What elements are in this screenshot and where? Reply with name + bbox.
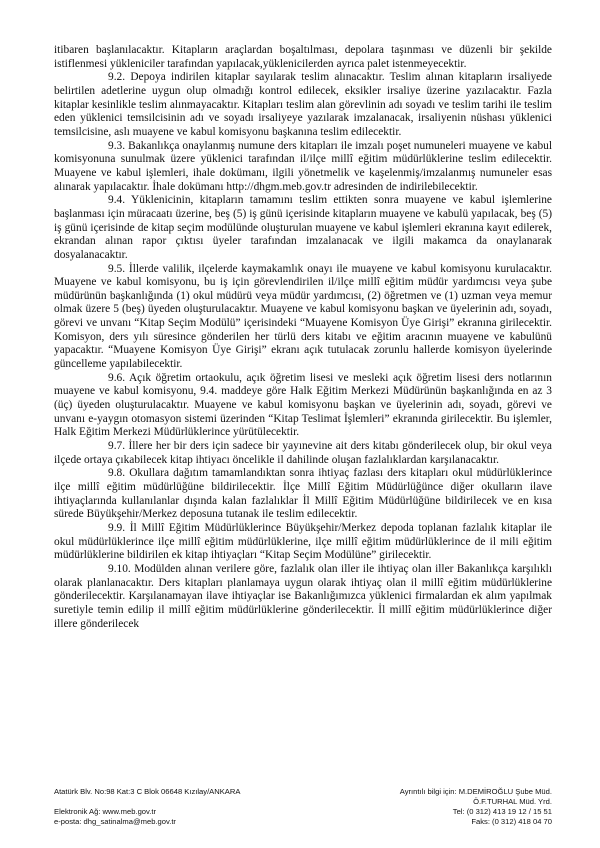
paragraph-9-9: 9.9. İl Millî Eğitim Müdürlüklerince Büyükşehir/Merkez depoda toplanan fazlalık kitaplar ile okul müdürlüklerince ilçe millî eğitim müdürlüklerine, ilçe millî eğitim müdürlüklerince de il mili eğitim müdürlüklerine bildirilen ek kitap ihtiyaçları “Kitap Seçim Modülüne” girilecektir. bbox=[54, 521, 552, 562]
paragraph-9-5: 9.5. İllerde valilik, ilçelerde kaymakamlık onayı ile muayene ve kabul komisyonu kurulacaktır. Muayene ve kabul komisyonu, bu iş için görevlendirilen il/ilçe millî eğitim müdür yardımcısı veya şube müdürünün başkanlığında (1) okul müdürü veya müdür yardımcısı, (2) öğretmen ve (1) uzman veya memur olmak üzere 5 (beş) üyeden oluşturulacaktır. Muayene ve kabul komisyonu başkan ve üyelerinin adı, soyadı, görevi ve unvanı “Kitap Seçim Modülü” içerisindeki “Muayene Komisyon Üye Girişi” ekranına girilecektir. Komisyon, ders yılı süresince gönderilen her türlü ders kitabı ve eğitim aracının muayene ve kabulünü yapacaktır. “Muayene Komisyon Üye Girişi” ekranı açık tutulacak zorunlu hallerde komisyon üyelerinde güncelleme yapılabilecektir. bbox=[54, 262, 552, 371]
document-body bbox=[54, 44, 552, 631]
footer-web: Elektronik Ağ: www.meb.gov.tr bbox=[54, 807, 156, 816]
paragraph-9-2: 9.2. Depoya indirilen kitaplar sayılarak teslim alınacaktır. Teslim alınan kitapların irsaliyede belirtilen adetlerine uygun olup olmadığı kontrol edilecek, eksikler irsaliye üzerine yazılacaktır. Fazla kitaplar kesinlikle teslim alınmayacaktır. Kitapları teslim alan görevlinin adı soyadı ve teslim tarihi ile teslim eden yüklenici temsilcisinin adı ve soyadı irsaliyeye yazılarak imzalanacak, irsaliyenin nüshası yüklenici temsilcisine, aslı muayene ve kabul komisyonu başkanına teslim edilecektir. bbox=[54, 71, 552, 138]
footer-contact-line1: Ayrıntılı bilgi için: M.DEMİROĞLU Şube Müd. bbox=[399, 787, 552, 796]
paragraph-9-3: 9.3. Bakanlıkça onaylanmış numune ders kitapları ile imzalı poşet numuneleri muayene ve kabul komisyonuna sunulmak üzere yüklenici tarafından il/ilçe millî eğitim müdürlüklerine teslim edilecektir. Muayene ve kabul işlemleri, ihale dokümanı, ilgili yönetmelik ve kaşelenmiş/imzalanmış numuneler esas alınarak yapılacaktır. İhale dokümanı http://dhgm.meb.gov.tr adresinden de indirilebilecektir. bbox=[54, 139, 552, 193]
footer-fax: Faks: (0 312) 418 04 70 bbox=[471, 817, 552, 826]
footer-phone: Tel: (0 312) 413 19 12 / 15 51 bbox=[452, 807, 552, 816]
page-footer bbox=[54, 787, 552, 827]
paragraph-9-7: 9.7. İllere her bir ders için sadece bir yayınevine ait ders kitabı gönderilecek olup, bir okul veya ilçede ortaya çıkabilecek kitap ihtiyacı öncelikle il dahilinde oluşan fazlalıklardan karşılanacaktır. bbox=[54, 440, 552, 466]
footer-email: e-posta: dhg_satinalma@meb.gov.tr bbox=[54, 817, 176, 826]
paragraph-9-8: 9.8. Okullara dağıtım tamamlandıktan sonra ihtiyaç fazlası ders kitapları okul müdürlüklerince ilçe millî eğitim müdürlüğüne bildirilecektir. İlçe Millî Eğitim Müdürlüğünce diğer okulların ilave ihtiyaçlarında kullanılanlar dışında kalan fazlalıklar İl Millî Eğitim Müdürlüğüne bildirilecek ve en kısa sürede Büyükşehir/Merkez deposuna tutanak ile teslim edilecektir. bbox=[54, 467, 552, 521]
footer-contact-line2: Ö.F.TURHAL Müd. Yrd. bbox=[473, 797, 552, 806]
paragraph-9-10: 9.10. Modülden alınan verilere göre, fazlalık olan iller ile ihtiyaç olan iller Bakanlıkça karşılıklı olarak planlanacaktır. Ders kitapları planlamaya uygun olarak ihtiyaç olan il millî eğitim müdürlüklerine gönderilecektir. Karşılanamayan ilave ihtiyaçlar ise Bakanlığımızca yüklenici firmalardan ek alım yapılmak suretiyle temin edilip il millî eğitim müdürlüklerine gönderilecektir. İl millî eğitim müdürlüklerince diğer illere gönderilecek bbox=[54, 562, 552, 630]
paragraph-9-6: 9.6. Açık öğretim ortaokulu, açık öğretim lisesi ve mesleki açık öğretim lisesi ders notlarının muayene ve kabul komisyonu, 9.4. maddeye göre Halk Eğitim Merkezi Müdürünün başkanlığında en az 3 (üç) üyeden oluşturulacaktır. Muayene ve kabul komisyonu başkan ve üyelerinin adı, soyadı, görevi ve unvanı e-yaygın otomasyon sistemi üzerinden “Kitap Teslimat İşlemleri” ekranında girilecektir. Bu işlemler, Halk Eğitim Merkezi Müdürlüklerince yürütülecektir. bbox=[54, 371, 552, 439]
footer-address: Atatürk Blv. No:98 Kat:3 C Blok 06648 Kızılay/ANKARA bbox=[54, 787, 241, 796]
paragraph-continuation: itibaren başlanılacaktır. Kitapların araçlardan boşaltılması, depolara taşınması ve düzenli bir şekilde istiflenmesi yükleniciler tarafından yapılacak,yüklenicilerden ayrıca palet istenmeyecektir. bbox=[54, 44, 552, 70]
paragraph-9-4: 9.4. Yüklenicinin, kitapların tamamını teslim ettikten sonra muayene ve kabul işlemlerine başlanması için müracaatı üzerine, beş (5) iş günü içerisinde kitapların muayene ve kabulü yapılacak, beş (5) iş günü içerisinde de kitap seçim modülünde oluşturulan muayene ve kabul işlemleri ekranına kayıt edilerek, ekrandan alınan rapor çıktısı üyeler tarafından imzalanacak ve ilgili makamca da onaylanarak dosyalanacaktır. bbox=[54, 194, 552, 261]
